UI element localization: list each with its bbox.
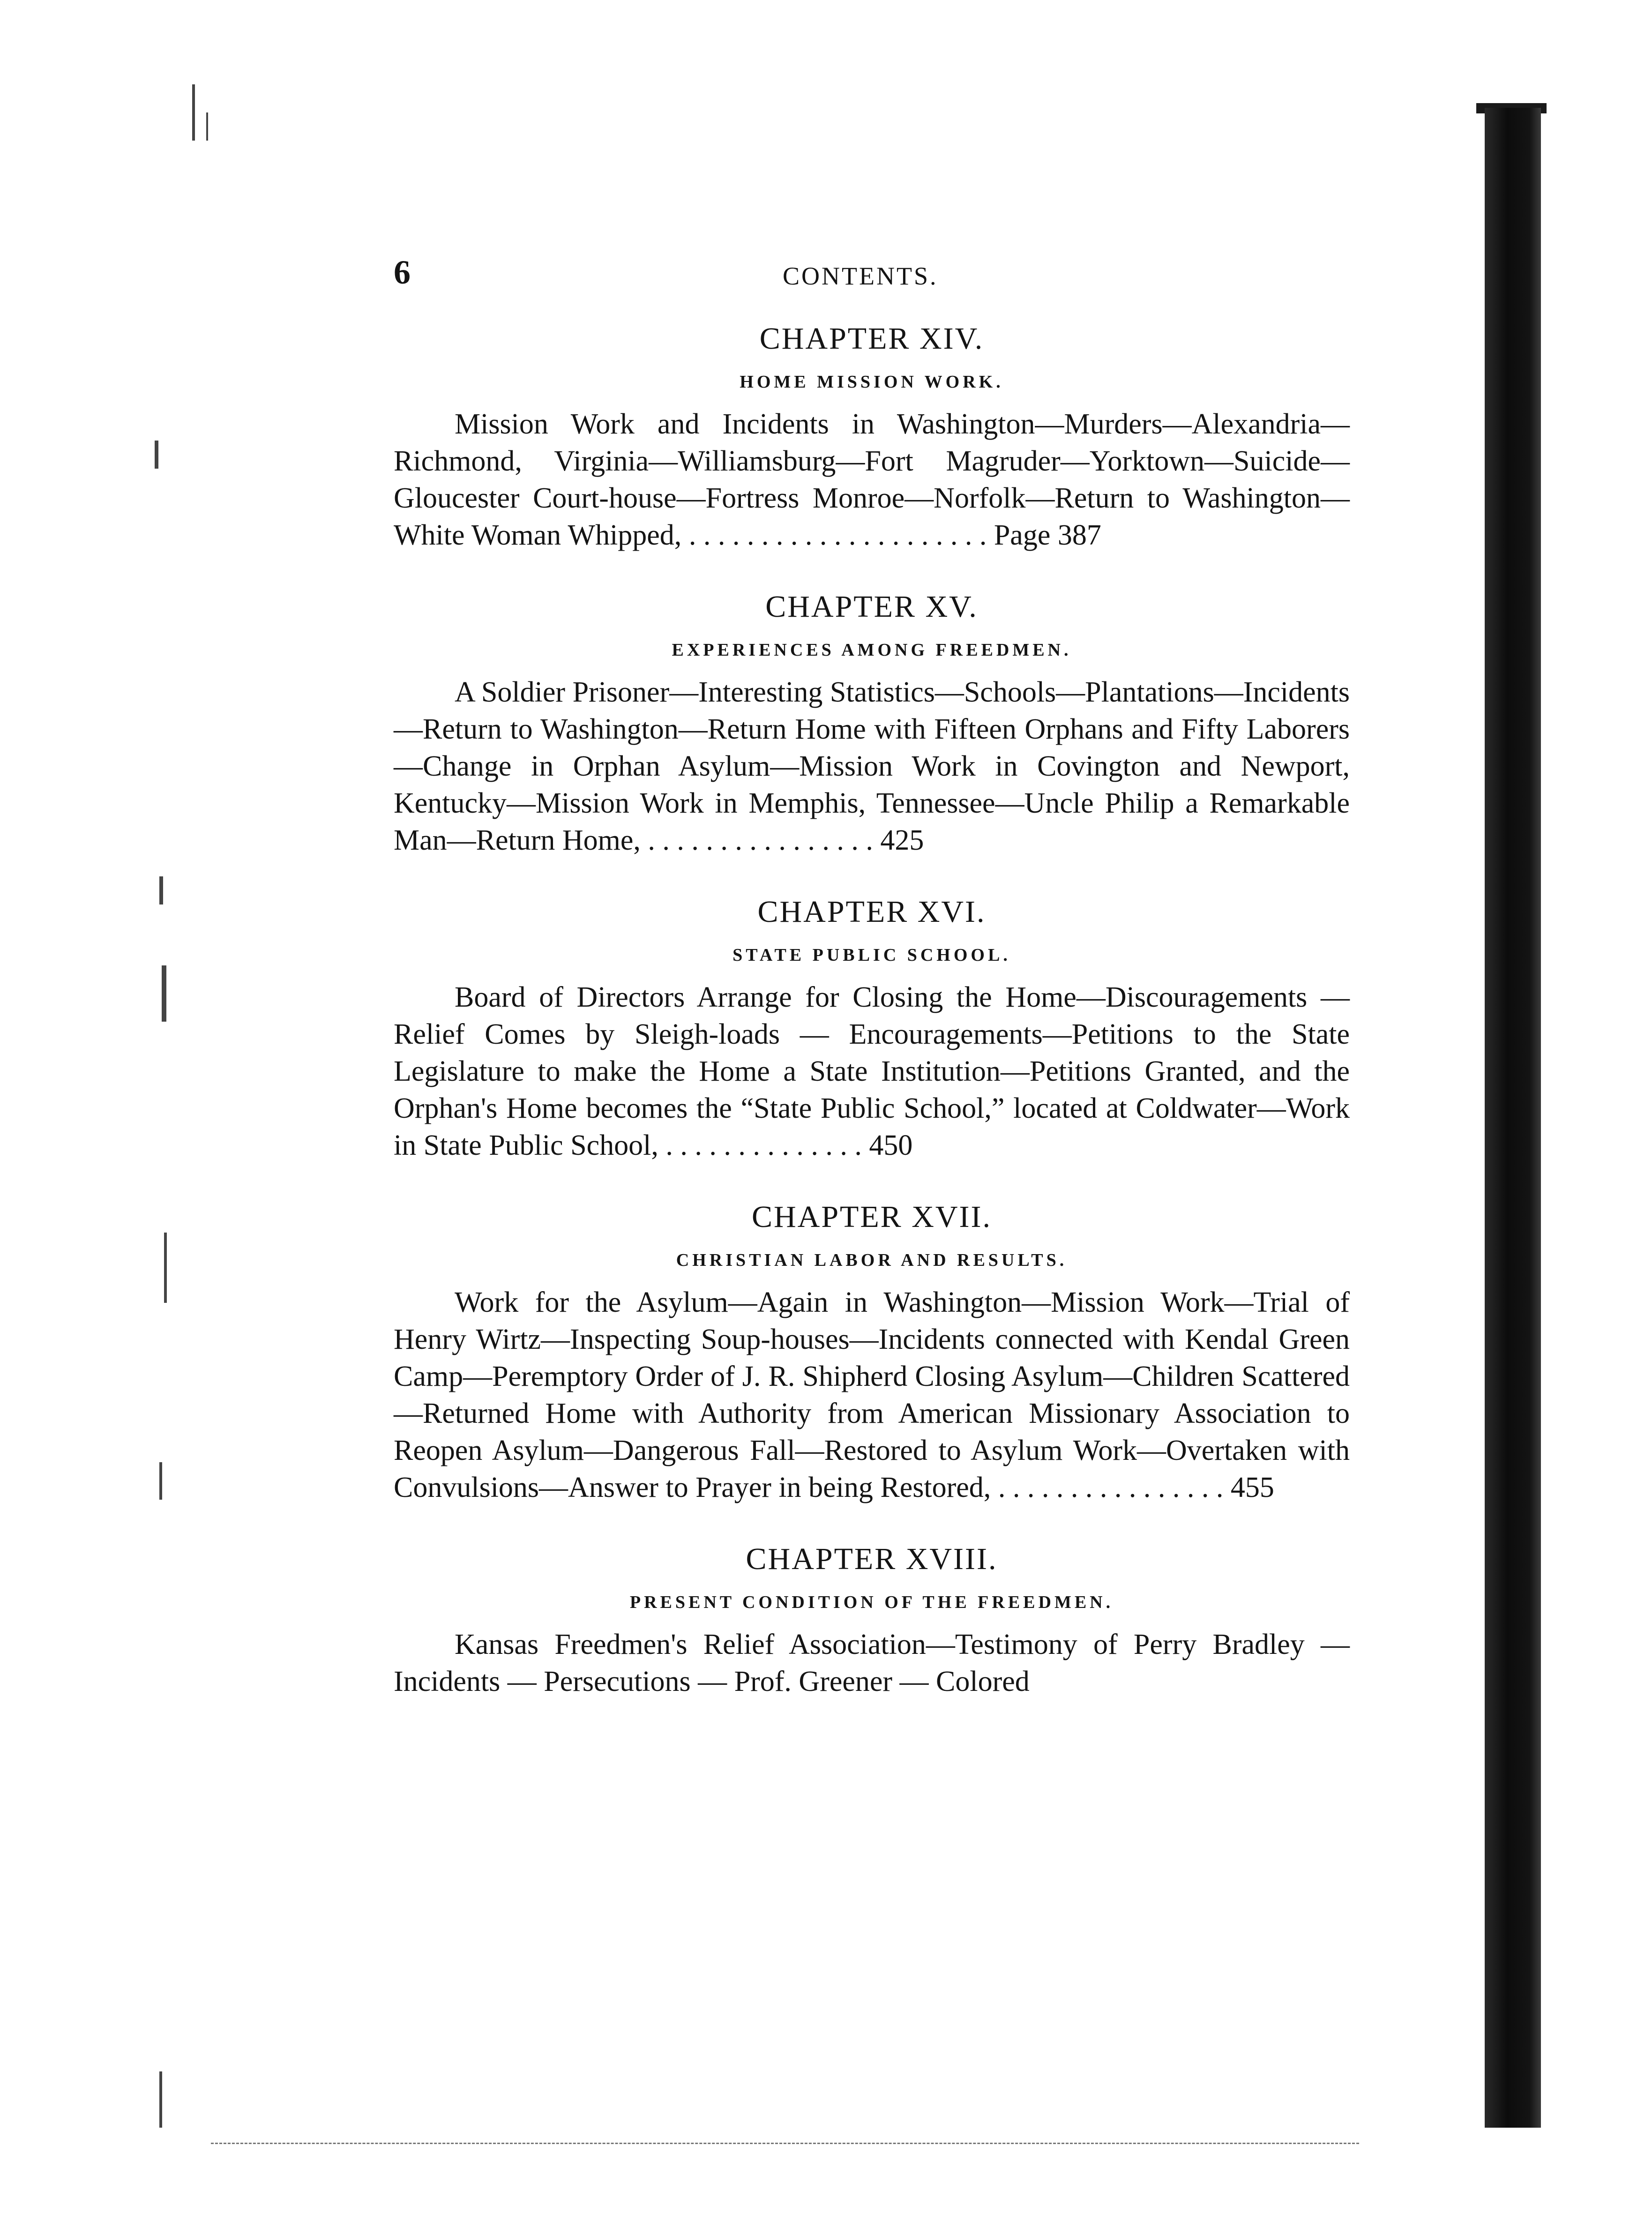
- chapter-entry-xviii: [394, 1544, 1350, 1700]
- page-reference: . . . . . . . . . . . . . . . . 455: [998, 1472, 1274, 1503]
- chapter-entry-xiv: [394, 323, 1350, 554]
- chapter-summary: [394, 674, 1350, 859]
- chapter-summary: [394, 979, 1350, 1164]
- chapter-summary: [394, 406, 1350, 554]
- book-gutter-shadow: [1485, 108, 1541, 2128]
- page-reference: . . . . . . . . . . . . . . . . 425: [648, 824, 924, 856]
- page-reference: . . . . . . . . . . . . . . 450: [665, 1129, 913, 1161]
- chapter-summary: [394, 1626, 1350, 1700]
- page-reference: . . . . . . . . . . . . . . . . . . . . . Page 387: [688, 519, 1101, 551]
- chapter-subtitle: HOME MISSION WORK.: [740, 372, 1004, 392]
- bottom-edge-rule: [211, 2143, 1359, 2144]
- chapter-subtitle: CHRISTIAN LABOR AND RESULTS.: [676, 1250, 1068, 1270]
- chapter-summary: [394, 1284, 1350, 1506]
- running-title: CONTENTS.: [783, 262, 938, 290]
- contents-page: [394, 244, 1350, 1700]
- running-head: [394, 244, 1350, 300]
- chapter-heading: CHAPTER XV.: [765, 590, 978, 624]
- chapter-subtitle: STATE PUBLIC SCHOOL.: [733, 945, 1011, 965]
- chapter-subtitle: EXPERIENCES AMONG FREEDMEN.: [672, 640, 1072, 660]
- chapter-heading: CHAPTER XIV.: [759, 321, 984, 356]
- chapter-entry-xvii: [394, 1202, 1350, 1506]
- chapter-heading: CHAPTER XVIII.: [746, 1542, 998, 1576]
- chapter-summary-text: Kansas Freedmen's Relief Association—Testimony of Perry Bradley — Incidents — Persecutions — Prof. Greener — Colored: [394, 1629, 1350, 1697]
- chapter-heading: CHAPTER XVII.: [752, 1200, 992, 1234]
- chapter-summary-text: Work for the Asylum—Again in Washington—Mission Work—Trial of Henry Wirtz—Inspecting Soup-houses—Incidents connected with Kendal Green Camp—Peremptory Order of J. R. Shipherd Closing Asylum—Children Scattered—Returned Home with Authority from American Missionary Association to Reopen Asylum—Dangerous Fall—Restored to Asylum Work—Overtaken with Convulsions—Answer to Prayer in being Restored,: [394, 1286, 1350, 1503]
- chapter-summary-text: A Soldier Prisoner—Interesting Statistics—Schools—Plantations—Incidents—Return to Washington—Return Home with Fifteen Orphans and Fifty Laborers—Change in Orphan Asylum—Mission Work in Covington and Newport, Kentucky—Mission Work in Memphis, Tennessee—Uncle Philip a Remarkable Man—Return Home,: [394, 676, 1350, 856]
- page-number: 6: [394, 254, 411, 291]
- chapter-entry-xv: [394, 591, 1350, 859]
- chapter-heading: CHAPTER XVI.: [757, 895, 986, 929]
- chapter-summary-text: Board of Directors Arrange for Closing the Home—Discouragements — Relief Comes by Sleigh-loads — Encouragements—Petitions to the State Legislature to make the Home a State Institution—Petitions Granted, and the Orphan's Home becomes the “State Public School,” located at Coldwater—Work in State Public School,: [394, 981, 1350, 1161]
- chapter-subtitle: PRESENT CONDITION OF THE FREEDMEN.: [629, 1592, 1114, 1612]
- chapter-summary-text: Mission Work and Incidents in Washington—Murders—Alexandria—Richmond, Virginia—Williamsburg—Fort Magruder—Yorktown—Suicide—Gloucester Court-house—Fortress Monroe—Norfolk—Return to Washington—White Woman Whipped,: [394, 408, 1350, 551]
- chapter-entry-xvi: [394, 897, 1350, 1164]
